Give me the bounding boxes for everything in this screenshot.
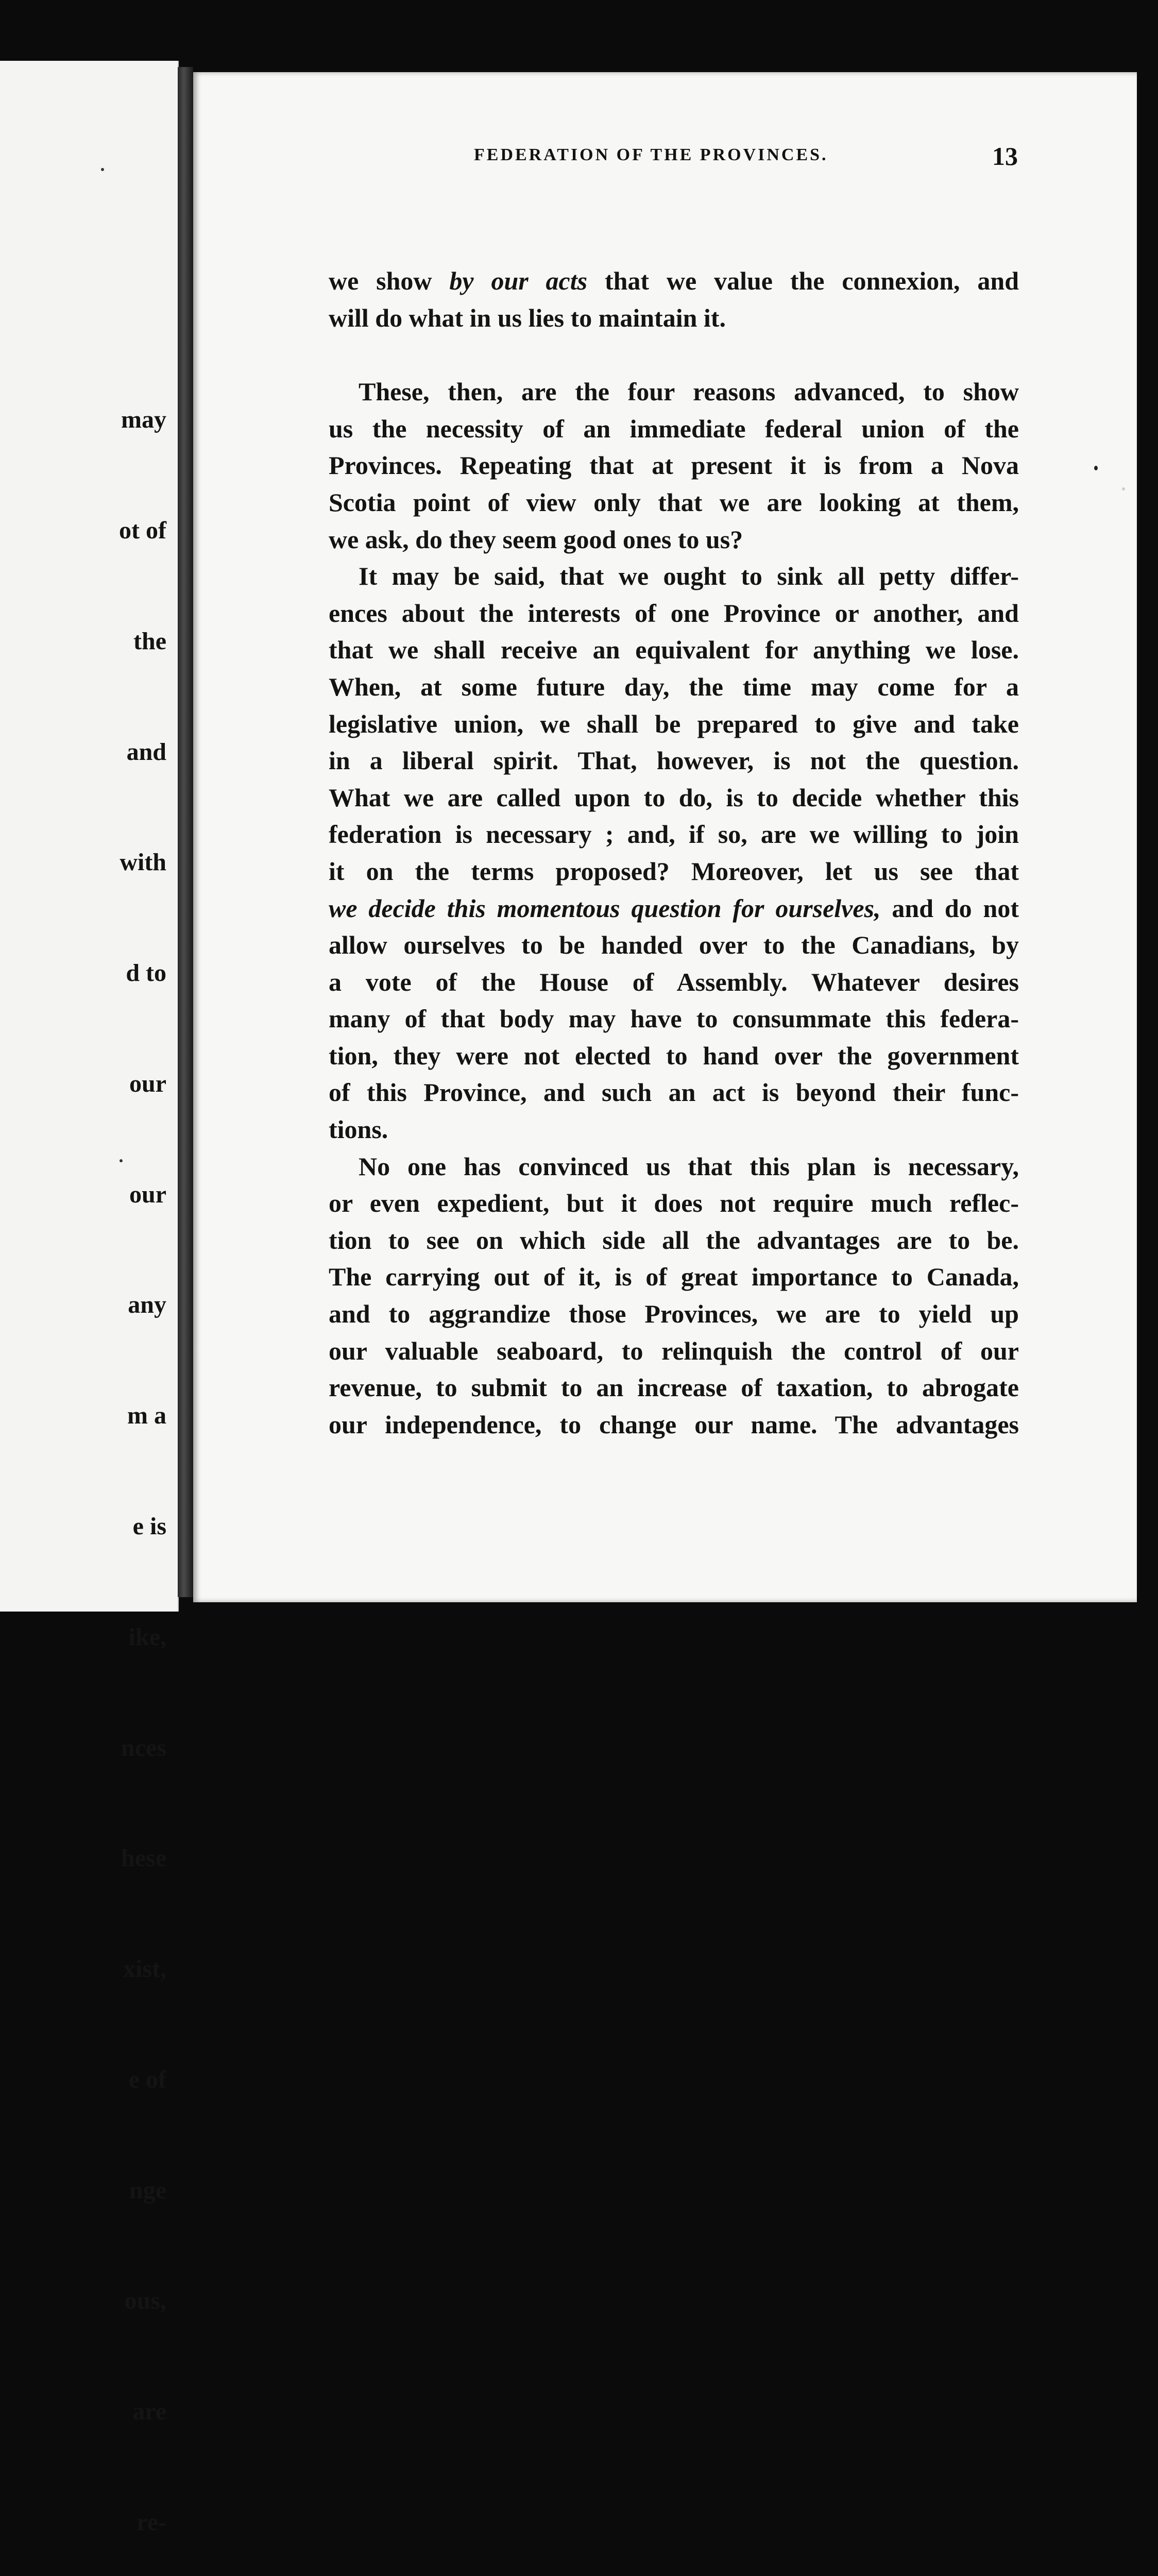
text-line: The carrying out of it, is of great importance to Canada, (329, 1262, 1019, 1292)
left-fragment: the (133, 627, 166, 655)
left-fragment: may (121, 406, 166, 434)
left-fragment: ot of (119, 516, 166, 544)
text-line: revenue, to submit to an increase of taxation, to abrogate (329, 1373, 1019, 1402)
left-fragment: with (120, 849, 166, 876)
text-line: It may be said, that we ought to sink all petty differ- (359, 562, 1019, 591)
text-line: ences about the interests of one Province or another, and (329, 598, 1019, 628)
text-line: No one has convinced us that this plan is necessary, (359, 1151, 1019, 1181)
text-line: legislative union, we shall be prepared to give and take (329, 709, 1019, 738)
book-gutter (178, 67, 193, 1597)
text-line: a vote of the House of Assembly. Whatever desires (329, 967, 1019, 996)
text-line (329, 890, 1019, 927)
text-line (329, 263, 1019, 300)
left-fragment: e of (128, 2065, 166, 2093)
left-fragment: hese (121, 1844, 166, 1872)
running-title: FEDERATION OF THE PROVINCES. (474, 145, 828, 164)
text-line: in a liberal spirit. That, however, is not the question. (329, 746, 1019, 775)
left-page-text-fragments (119, 328, 166, 2576)
text-line: our valuable seaboard, to relinquish the control of our (329, 1336, 1019, 1365)
left-fragment: m a (127, 1402, 166, 1430)
left-fragment: d to (126, 959, 166, 987)
text-line: us the necessity of an immediate federal union of the (329, 414, 1019, 443)
text-line: and to aggrandize those Provinces, we are to yield up (329, 1299, 1019, 1329)
text-line: When, at some future day, the time may come for a (329, 672, 1019, 701)
text-line: tion to see on which side all the advantages are to be. (329, 1225, 1019, 1255)
running-head (281, 141, 1019, 177)
left-fragment: any (128, 1291, 166, 1319)
text-line: many of that body may have to consummate this federa- (329, 1004, 1019, 1033)
text-span: and do not (880, 893, 1019, 923)
text-line: will do what in us lies to maintain it. (329, 303, 726, 332)
text-line: or even expedient, but it does not require much reflec- (329, 1189, 1019, 1218)
left-facing-page (0, 61, 179, 2536)
text-line: of this Province, and such an act is beyond their func- (329, 1078, 1019, 1107)
left-fragment: our (129, 1070, 166, 1097)
paragraph-gap (329, 336, 1019, 374)
text-line: that we shall receive an equivalent for anything we lose. (329, 635, 1019, 665)
scan-speck (120, 1159, 123, 1162)
page-number: 13 (992, 142, 1018, 171)
left-fragment: xist, (123, 1955, 166, 1983)
text-line: our independence, to change our name. The advantages (329, 1410, 1019, 1439)
text-line: Provinces. Repeating that at present it is from a Nova (329, 451, 1019, 480)
left-fragment: ike, (128, 1623, 166, 1651)
italic-phrase: by our acts (449, 266, 588, 295)
body-text (329, 263, 1019, 1443)
text-line: we ask, do they seem good ones to us? (329, 524, 743, 554)
text-line: it on the terms proposed? Moreover, let us see that (329, 856, 1019, 886)
left-fragment: and (126, 738, 166, 766)
text-line: Scotia point of view only that we are looking at them, (329, 487, 1019, 517)
left-fragment: re- (137, 2509, 166, 2536)
text-line: federation is necessary ; and, if so, are we willing to join (329, 820, 1019, 849)
text-span: we show (329, 266, 450, 295)
left-fragment: ous, (124, 2287, 166, 2315)
left-fragment: our (129, 1180, 166, 1208)
scan-speck (1094, 466, 1098, 470)
italic-phrase: we decide this momentous question for ourselves, (329, 893, 881, 923)
text-line: These, then, are the four reasons advanced, to show (359, 377, 1019, 406)
text-line: What we are called upon to do, is to decide whether this (329, 783, 1019, 812)
text-line: allow ourselves to be handed over to the Canadians, by (329, 930, 1019, 960)
left-fragment: are (132, 2398, 166, 2426)
scan-speck (101, 168, 104, 171)
text-line: tions. (329, 1115, 388, 1144)
left-fragment: nge (129, 2176, 166, 2204)
left-fragment: nces (121, 1734, 166, 1761)
text-line: tion, they were not elected to hand over the government (329, 1041, 1019, 1070)
text-span: that we value the connexion, and (587, 266, 1019, 295)
scan-speck (1122, 487, 1125, 490)
left-fragment: e is (132, 1513, 166, 1540)
